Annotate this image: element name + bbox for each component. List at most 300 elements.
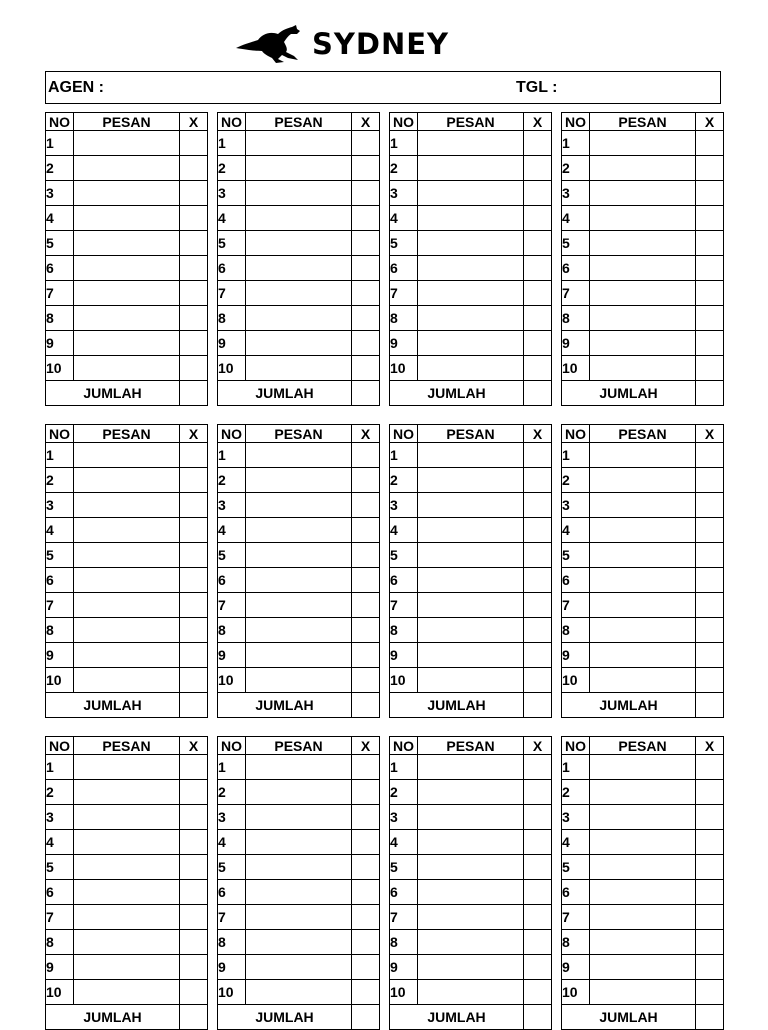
pesan-cell[interactable]	[246, 518, 352, 543]
pesan-cell[interactable]	[418, 930, 524, 955]
row-number: 6	[46, 256, 74, 281]
pesan-cell[interactable]	[74, 980, 180, 1005]
row-number: 6	[218, 880, 246, 905]
pesan-cell[interactable]	[418, 468, 524, 493]
pesan-cell[interactable]	[590, 955, 696, 980]
jumlah-x-cell[interactable]	[352, 1005, 380, 1030]
pesan-cell[interactable]	[74, 543, 180, 568]
x-cell[interactable]	[696, 543, 724, 568]
pesan-cell[interactable]	[590, 156, 696, 181]
pesan-cell[interactable]	[418, 905, 524, 930]
row-number: 5	[46, 231, 74, 256]
x-cell[interactable]	[352, 306, 380, 331]
x-cell[interactable]	[180, 593, 208, 618]
x-cell[interactable]	[696, 668, 724, 693]
pesan-cell[interactable]	[418, 443, 524, 468]
pesan-cell[interactable]	[246, 980, 352, 1005]
pesan-cell[interactable]	[418, 281, 524, 306]
x-cell[interactable]	[352, 281, 380, 306]
pesan-cell[interactable]	[74, 306, 180, 331]
x-cell[interactable]	[352, 131, 380, 156]
pesan-cell[interactable]	[246, 780, 352, 805]
x-cell[interactable]	[696, 443, 724, 468]
pesan-cell[interactable]	[590, 331, 696, 356]
pesan-cell[interactable]	[74, 356, 180, 381]
x-cell[interactable]	[524, 955, 552, 980]
jumlah-x-cell[interactable]	[524, 693, 552, 718]
pesan-cell[interactable]	[418, 568, 524, 593]
slip-total-row	[46, 693, 208, 718]
x-cell[interactable]	[696, 356, 724, 381]
x-cell[interactable]	[524, 668, 552, 693]
x-cell[interactable]	[180, 443, 208, 468]
pesan-cell[interactable]	[246, 830, 352, 855]
x-cell[interactable]	[180, 206, 208, 231]
slip-row	[46, 805, 208, 830]
row-number: 4	[46, 518, 74, 543]
pesan-cell[interactable]	[246, 231, 352, 256]
pesan-cell[interactable]	[590, 281, 696, 306]
x-cell[interactable]	[180, 331, 208, 356]
x-cell[interactable]	[696, 980, 724, 1005]
x-cell[interactable]	[524, 518, 552, 543]
slip-row	[390, 593, 552, 618]
x-cell[interactable]	[352, 980, 380, 1005]
pesan-cell[interactable]	[418, 780, 524, 805]
x-cell[interactable]	[524, 331, 552, 356]
slip-row	[390, 443, 552, 468]
x-cell[interactable]	[180, 468, 208, 493]
pesan-cell[interactable]	[418, 668, 524, 693]
x-cell[interactable]	[352, 331, 380, 356]
pesan-cell[interactable]	[74, 805, 180, 830]
pesan-cell[interactable]	[418, 855, 524, 880]
slip-row	[46, 231, 208, 256]
row-number: 6	[390, 256, 418, 281]
x-cell[interactable]	[696, 518, 724, 543]
x-cell[interactable]	[180, 181, 208, 206]
pesan-cell[interactable]	[246, 356, 352, 381]
pesan-cell[interactable]	[590, 830, 696, 855]
x-cell[interactable]	[180, 880, 208, 905]
pesan-cell[interactable]	[418, 156, 524, 181]
pesan-cell[interactable]	[418, 805, 524, 830]
slip-row	[390, 281, 552, 306]
x-cell[interactable]	[180, 905, 208, 930]
pesan-cell[interactable]	[246, 668, 352, 693]
pesan-cell[interactable]	[246, 331, 352, 356]
pesan-cell[interactable]	[590, 780, 696, 805]
x-cell[interactable]	[352, 543, 380, 568]
pesan-cell[interactable]	[590, 755, 696, 780]
x-cell[interactable]	[524, 256, 552, 281]
x-cell[interactable]	[696, 131, 724, 156]
slip-row	[390, 331, 552, 356]
x-cell[interactable]	[696, 468, 724, 493]
pesan-cell[interactable]	[74, 156, 180, 181]
x-cell[interactable]	[352, 181, 380, 206]
x-cell[interactable]	[352, 518, 380, 543]
x-cell[interactable]	[524, 493, 552, 518]
pesan-cell[interactable]	[246, 131, 352, 156]
jumlah-x-cell[interactable]	[696, 381, 724, 406]
x-cell[interactable]	[696, 930, 724, 955]
x-cell[interactable]	[696, 156, 724, 181]
x-cell[interactable]	[524, 568, 552, 593]
pesan-cell[interactable]	[74, 518, 180, 543]
pesan-cell[interactable]	[418, 331, 524, 356]
x-cell[interactable]	[524, 593, 552, 618]
x-cell[interactable]	[524, 930, 552, 955]
pesan-cell[interactable]	[590, 468, 696, 493]
row-number: 9	[390, 643, 418, 668]
pesan-cell[interactable]	[74, 281, 180, 306]
x-cell[interactable]	[352, 930, 380, 955]
x-cell[interactable]	[180, 156, 208, 181]
x-cell[interactable]	[524, 181, 552, 206]
x-cell[interactable]	[180, 618, 208, 643]
x-cell[interactable]	[352, 568, 380, 593]
row-number: 5	[218, 231, 246, 256]
x-cell[interactable]	[352, 618, 380, 643]
slip-row	[46, 593, 208, 618]
pesan-cell[interactable]	[246, 955, 352, 980]
pesan-cell[interactable]	[246, 618, 352, 643]
x-cell[interactable]	[524, 755, 552, 780]
pesan-cell[interactable]	[74, 855, 180, 880]
x-cell[interactable]	[696, 905, 724, 930]
pesan-cell[interactable]	[246, 755, 352, 780]
x-cell[interactable]	[696, 206, 724, 231]
x-cell[interactable]	[524, 830, 552, 855]
pesan-cell[interactable]	[418, 518, 524, 543]
x-cell[interactable]	[524, 231, 552, 256]
pesan-cell[interactable]	[590, 231, 696, 256]
pesan-cell[interactable]	[418, 131, 524, 156]
pesan-cell[interactable]	[590, 618, 696, 643]
pesan-cell[interactable]	[418, 880, 524, 905]
pesan-cell[interactable]	[246, 905, 352, 930]
x-cell[interactable]	[696, 568, 724, 593]
header-x: X	[352, 425, 380, 443]
slip-row	[46, 156, 208, 181]
pesan-cell[interactable]	[74, 231, 180, 256]
pesan-cell[interactable]	[74, 955, 180, 980]
pesan-cell[interactable]	[418, 643, 524, 668]
pesan-cell[interactable]	[590, 805, 696, 830]
x-cell[interactable]	[524, 780, 552, 805]
pesan-cell[interactable]	[246, 206, 352, 231]
header-pesan: PESAN	[590, 425, 696, 443]
pesan-cell[interactable]	[590, 181, 696, 206]
x-cell[interactable]	[696, 830, 724, 855]
slip-row	[46, 855, 208, 880]
slip-row	[390, 356, 552, 381]
slip-total-row	[218, 1005, 380, 1030]
slip-row	[390, 905, 552, 930]
header-pesan: PESAN	[246, 425, 352, 443]
pesan-cell[interactable]	[246, 493, 352, 518]
jumlah-x-cell[interactable]	[180, 1005, 208, 1030]
pesan-cell[interactable]	[246, 855, 352, 880]
pesan-cell[interactable]	[590, 518, 696, 543]
x-cell[interactable]	[696, 231, 724, 256]
x-cell[interactable]	[352, 880, 380, 905]
x-cell[interactable]	[180, 830, 208, 855]
row-number: 3	[218, 181, 246, 206]
x-cell[interactable]	[180, 805, 208, 830]
x-cell[interactable]	[180, 755, 208, 780]
slip-row	[218, 231, 380, 256]
pesan-cell[interactable]	[74, 618, 180, 643]
pesan-cell[interactable]	[74, 443, 180, 468]
pesan-cell[interactable]	[74, 181, 180, 206]
slip-grid	[45, 112, 723, 1030]
x-cell[interactable]	[524, 543, 552, 568]
pesan-cell[interactable]	[246, 256, 352, 281]
x-cell[interactable]	[696, 281, 724, 306]
pesan-cell[interactable]	[418, 493, 524, 518]
pesan-cell[interactable]	[246, 880, 352, 905]
x-cell[interactable]	[524, 618, 552, 643]
pesan-cell[interactable]	[418, 256, 524, 281]
x-cell[interactable]	[180, 955, 208, 980]
pesan-cell[interactable]	[246, 930, 352, 955]
x-cell[interactable]	[696, 256, 724, 281]
pesan-cell[interactable]	[590, 493, 696, 518]
pesan-cell[interactable]	[418, 543, 524, 568]
x-cell[interactable]	[352, 955, 380, 980]
pesan-cell[interactable]	[74, 668, 180, 693]
pesan-cell[interactable]	[590, 256, 696, 281]
x-cell[interactable]	[696, 643, 724, 668]
pesan-cell[interactable]	[246, 306, 352, 331]
x-cell[interactable]	[352, 156, 380, 181]
x-cell[interactable]	[352, 468, 380, 493]
header-x: X	[352, 737, 380, 755]
jumlah-x-cell[interactable]	[180, 693, 208, 718]
x-cell[interactable]	[524, 443, 552, 468]
pesan-cell[interactable]	[74, 905, 180, 930]
x-cell[interactable]	[180, 281, 208, 306]
x-cell[interactable]	[352, 443, 380, 468]
pesan-cell[interactable]	[590, 131, 696, 156]
pesan-cell[interactable]	[246, 543, 352, 568]
pesan-cell[interactable]	[74, 930, 180, 955]
pesan-cell[interactable]	[418, 356, 524, 381]
row-number: 7	[562, 593, 590, 618]
x-cell[interactable]	[696, 805, 724, 830]
x-cell[interactable]	[696, 306, 724, 331]
row-number: 1	[390, 443, 418, 468]
pesan-cell[interactable]	[246, 593, 352, 618]
jumlah-label: JUMLAH	[562, 381, 696, 406]
x-cell[interactable]	[524, 306, 552, 331]
x-cell[interactable]	[180, 306, 208, 331]
pesan-cell[interactable]	[590, 643, 696, 668]
x-cell[interactable]	[524, 356, 552, 381]
x-cell[interactable]	[352, 830, 380, 855]
x-cell[interactable]	[696, 181, 724, 206]
pesan-cell[interactable]	[74, 643, 180, 668]
x-cell[interactable]	[524, 905, 552, 930]
x-cell[interactable]	[352, 855, 380, 880]
pesan-cell[interactable]	[590, 443, 696, 468]
x-cell[interactable]	[352, 805, 380, 830]
pesan-cell[interactable]	[246, 568, 352, 593]
pesan-cell[interactable]	[74, 780, 180, 805]
pesan-cell[interactable]	[418, 955, 524, 980]
pesan-cell[interactable]	[590, 980, 696, 1005]
pesan-cell[interactable]	[418, 306, 524, 331]
pesan-cell[interactable]	[418, 618, 524, 643]
pesan-cell[interactable]	[590, 880, 696, 905]
pesan-cell[interactable]	[246, 468, 352, 493]
row-number: 8	[562, 618, 590, 643]
jumlah-label: JUMLAH	[218, 381, 352, 406]
pesan-cell[interactable]	[590, 306, 696, 331]
x-cell[interactable]	[180, 131, 208, 156]
slip-row	[46, 356, 208, 381]
x-cell[interactable]	[352, 256, 380, 281]
x-cell[interactable]	[524, 980, 552, 1005]
x-cell[interactable]	[696, 593, 724, 618]
pesan-cell[interactable]	[74, 830, 180, 855]
x-cell[interactable]	[180, 543, 208, 568]
x-cell[interactable]	[524, 643, 552, 668]
slip-row	[390, 668, 552, 693]
x-cell[interactable]	[524, 805, 552, 830]
x-cell[interactable]	[180, 256, 208, 281]
pesan-cell[interactable]	[590, 206, 696, 231]
slip-row	[218, 518, 380, 543]
slip-row	[562, 468, 724, 493]
pesan-cell[interactable]	[590, 568, 696, 593]
x-cell[interactable]	[352, 780, 380, 805]
x-cell[interactable]	[180, 668, 208, 693]
slip-row	[218, 256, 380, 281]
x-cell[interactable]	[180, 980, 208, 1005]
pesan-cell[interactable]	[418, 755, 524, 780]
x-cell[interactable]	[180, 930, 208, 955]
x-cell[interactable]	[180, 356, 208, 381]
jumlah-x-cell[interactable]	[352, 693, 380, 718]
pesan-cell[interactable]	[246, 443, 352, 468]
x-cell[interactable]	[352, 206, 380, 231]
x-cell[interactable]	[352, 356, 380, 381]
x-cell[interactable]	[180, 231, 208, 256]
pesan-cell[interactable]	[74, 131, 180, 156]
pesan-cell[interactable]	[74, 568, 180, 593]
pesan-cell[interactable]	[418, 830, 524, 855]
pesan-cell[interactable]	[418, 181, 524, 206]
pesan-cell[interactable]	[418, 593, 524, 618]
x-cell[interactable]	[352, 905, 380, 930]
jumlah-x-cell[interactable]	[180, 381, 208, 406]
x-cell[interactable]	[524, 281, 552, 306]
pesan-cell[interactable]	[74, 206, 180, 231]
x-cell[interactable]	[696, 855, 724, 880]
x-cell[interactable]	[696, 331, 724, 356]
x-cell[interactable]	[352, 643, 380, 668]
pesan-cell[interactable]	[74, 880, 180, 905]
x-cell[interactable]	[524, 131, 552, 156]
x-cell[interactable]	[180, 518, 208, 543]
x-cell[interactable]	[696, 493, 724, 518]
jumlah-x-cell[interactable]	[524, 1005, 552, 1030]
pesan-cell[interactable]	[418, 980, 524, 1005]
x-cell[interactable]	[180, 568, 208, 593]
row-number: 3	[218, 493, 246, 518]
x-cell[interactable]	[696, 618, 724, 643]
row-number: 2	[390, 468, 418, 493]
pesan-cell[interactable]	[590, 668, 696, 693]
jumlah-x-cell[interactable]	[696, 693, 724, 718]
pesan-cell[interactable]	[74, 331, 180, 356]
pesan-cell[interactable]	[74, 493, 180, 518]
x-cell[interactable]	[352, 493, 380, 518]
x-cell[interactable]	[524, 206, 552, 231]
x-cell[interactable]	[524, 156, 552, 181]
row-number: 4	[46, 206, 74, 231]
pesan-cell[interactable]	[590, 356, 696, 381]
x-cell[interactable]	[352, 755, 380, 780]
pesan-cell[interactable]	[590, 543, 696, 568]
x-cell[interactable]	[696, 780, 724, 805]
slip-row	[562, 206, 724, 231]
slip-total-row	[46, 1005, 208, 1030]
brand-name: SYDNEY	[312, 27, 450, 61]
x-cell[interactable]	[180, 855, 208, 880]
pesan-cell[interactable]	[246, 805, 352, 830]
jumlah-x-cell[interactable]	[696, 1005, 724, 1030]
pesan-cell[interactable]	[590, 855, 696, 880]
pesan-cell[interactable]	[418, 206, 524, 231]
pesan-cell[interactable]	[74, 593, 180, 618]
pesan-cell[interactable]	[74, 468, 180, 493]
pesan-cell[interactable]	[246, 156, 352, 181]
x-cell[interactable]	[180, 493, 208, 518]
x-cell[interactable]	[524, 880, 552, 905]
row-number: 8	[390, 930, 418, 955]
x-cell[interactable]	[180, 780, 208, 805]
x-cell[interactable]	[696, 880, 724, 905]
x-cell[interactable]	[696, 755, 724, 780]
jumlah-label: JUMLAH	[46, 693, 180, 718]
pesan-cell[interactable]	[590, 930, 696, 955]
pesan-cell[interactable]	[246, 181, 352, 206]
pesan-cell[interactable]	[246, 643, 352, 668]
jumlah-x-cell[interactable]	[352, 381, 380, 406]
pesan-cell[interactable]	[246, 281, 352, 306]
row-number: 10	[562, 356, 590, 381]
x-cell[interactable]	[180, 643, 208, 668]
x-cell[interactable]	[352, 668, 380, 693]
pesan-cell[interactable]	[74, 755, 180, 780]
pesan-cell[interactable]	[590, 593, 696, 618]
x-cell[interactable]	[524, 855, 552, 880]
jumlah-x-cell[interactable]	[524, 381, 552, 406]
x-cell[interactable]	[524, 468, 552, 493]
slip-row	[562, 905, 724, 930]
pesan-cell[interactable]	[418, 231, 524, 256]
x-cell[interactable]	[352, 593, 380, 618]
x-cell[interactable]	[352, 231, 380, 256]
jumlah-label: JUMLAH	[218, 1005, 352, 1030]
pesan-cell[interactable]	[74, 256, 180, 281]
pesan-cell[interactable]	[590, 905, 696, 930]
x-cell[interactable]	[696, 955, 724, 980]
